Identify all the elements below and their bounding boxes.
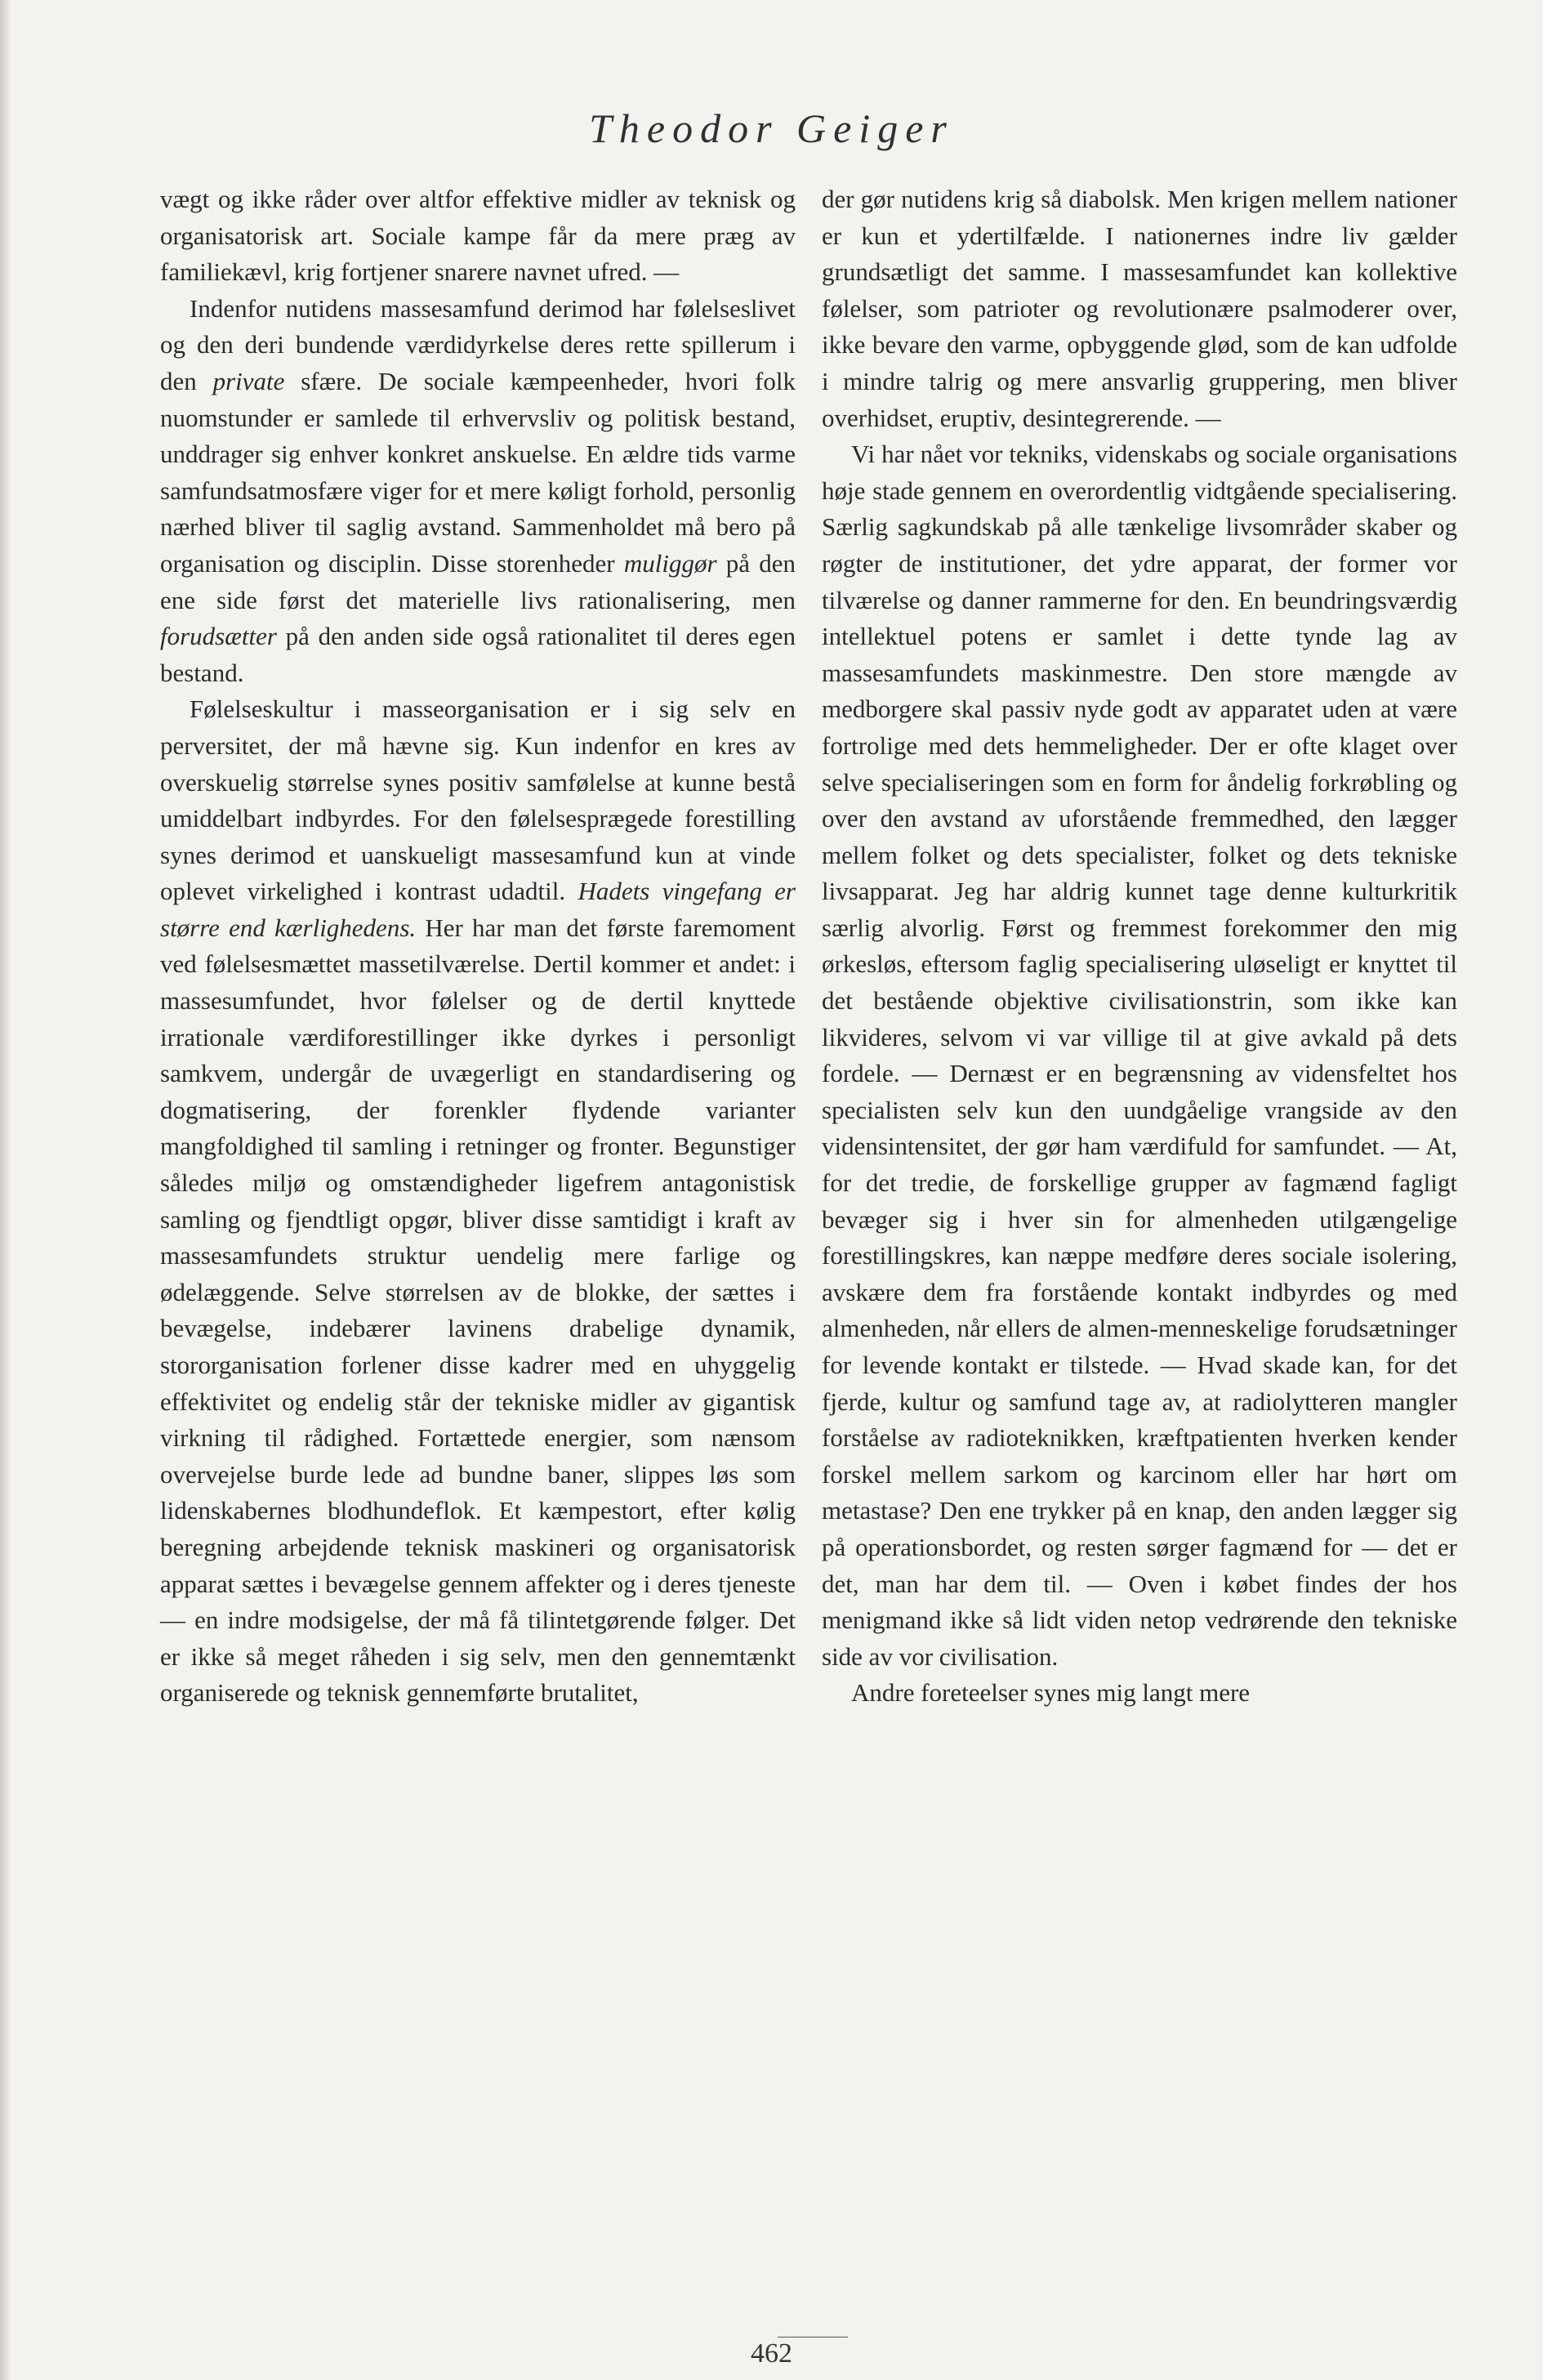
paragraph (822, 436, 1457, 1675)
folio-rule (778, 2337, 848, 2338)
body-text: vægt og ikke råder over altfor effektive midler av teknisk og organisatorisk art. Sociale kampe får da mere præg av familiekævl, krig fortjener snarere navnet ufred. — (160, 185, 796, 287)
body-text: Vi har nået vor tekniks, videnskabs og sociale organisations høje stade gennem en overordentlig vidtgående specialisering. Særlig sagkundskab på alle tænkelige livsområder skaber og røgter de institutioner, det ydre apparat, der former vor tilværelse og danner rammerne for den. En beundringsværdig intellektuel potens er samlet i dette tynde lag av massesamfundets maskinmestre. Den store mængde av medborgere skal passiv nyde godt av apparatet uden at være fortrolige med dets hemmeligheder. Der er ofte klaget over selve specialiseringen som en form for åndelig forkrøbling og over den avstand av uforstående fremmedhed, den lægger mellem folket og dets specialister, folket og dets tekniske livsapparat. Jeg har aldrig kunnet tage denne kulturkritik særlig alvorlig. Først og fremmest forekommer den mig ørkesløs, eftersom faglig specialisering uløseligt er knyttet til det bestående objektive civilisationstrin, som ikke kan likvideres, selvom vi var villige til at give avkald på dets fordele. — Dernæst er en begrænsning av vidensfeltet hos specialisten selv kun den uundgåelige vrangside av den vidensintensitet, der gør ham værdifuld for samfundet. — At, for det tredie, de forskellige grupper av fagmænd fagligt bevæger sig i hver sin for almenheden utilgængelige forestillingskres, kan næppe medføre deres sociale isolering, avskære dem fra forstående kontakt indbyrdes og med almenheden, når ellers de almen-menneskelige forudsætninger for levende kontakt er tilstede. — Hvad skade kan, for det fjerde, kultur og samfund tage av, at radiolytteren mangler forståelse av radioteknikken, kræftpatienten hverken kender forskel mellem sarkom og karcinom eller har hørt om metastase? Den ene trykker på en knap, den anden lægger sig på operationsbordet, og resten sørger fagmænd for — det er det, man har dem til. — Oven i købet findes der hos menigmand ikke så lidt viden netop vedrørende den tekniske side av vor civilisation. (822, 440, 1457, 1671)
body-text: på den ene side først det materielle livs rationalisering, men (160, 548, 796, 614)
paragraph (160, 291, 796, 692)
paragraph (160, 691, 796, 1712)
body-text: der gør nutidens krig så diabolsk. Men krigen mellem nationer er kun et ydertilfælde. I nationernes indre liv gælder grundsætligt det samme. I massesamfundet kan kollektive følelser, som patrioter og revolutionære psalmoderer over, ikke bevare den varme, opbyggende glød, som de kan udfolde i mindre talrig og mere ansvarlig gruppering, men bliver overhidset, eruptiv, desintegrerende. — (822, 185, 1457, 432)
emphasis-text: muliggør (623, 548, 717, 578)
body-text: Andre foreteelser synes mig langt mere (851, 1678, 1251, 1708)
body-text: Indenfor nutidens massesamfund derimod har følelseslivet og den deri bundende værdidyrkelse deres rette spillerum i den (160, 293, 796, 395)
body-text: Følelseskultur i masseorganisation er i sig selv en perversitet, der må hævne sig. Kun indenfor en kres av overskuelig størrelse synes positiv samfølelse at kunne bestå umiddelbart indbyrdes. For den følelsesprægede forestilling synes derimod et uanskueligt massesamfund kun at vinde oplevet virkelighed i kontrast udadtil. (160, 694, 796, 906)
left-text-column (160, 181, 796, 1712)
page-edge-shadow (0, 0, 11, 2380)
emphasis-text: forudsætter (160, 622, 277, 651)
page-number: 462 (751, 2338, 792, 2369)
paragraph (822, 1675, 1457, 1712)
body-text: Her har man det første faremoment ved følelsesmættet massetilværelse. Dertil kommer et andet: i massesumfundet, hvor følelser og de dertil knyttede irrationale værdiforestillinger ikke dyrkes i personligt samkvem, undergår de uvægerligt en standardisering og dogmatisering, der forenkler flydende varianter mangfoldighed til samling i retninger og fronter. Begunstiger således miljø og omstændigheder ligefrem antagonistisk samling og fjendtligt opgør, bliver disse samtidigt i kraft av massesamfundets struktur uendelig mere farlige og ødelæggende. Selve størrelsen av de blokke, der sættes i bevægelse, indebærer lavinens drabelige dynamik, stororganisation forlener disse kadrer med en uhyggelig effektivitet og endelig står der tekniske midler av gigantisk virkning til rådighed. Fortættede energier, som nænsom overvejelse burde lede ad bundne baner, slippes løs som lidenskabernes blodhundeflok. Et kæmpestort, efter kølig beregning arbejdende teknisk maskineri og organisatorisk apparat sættes i bevægelse gennem affekter og i deres tjeneste — en indre modsigelse, der må få tilintetgørende følger. Det er ikke så meget råheden i sig selv, men den gennemtænkt organiserede og teknisk gennemførte brutalitet, (160, 913, 796, 1708)
emphasis-text: private (212, 366, 285, 395)
body-text: på den anden side også rationalitet til deres egen bestand. (160, 622, 796, 687)
body-text: sfære. De sociale kæmpeenheder, hvori folk nuomstunder er samlede til erhvervsliv og politisk bestand, unddrager sig enhver konkret anskuelse. En ældre tids varme samfundsatmosfære viger for et mere køligt forhold, personlig nærhed bliver til saglig avstand. Sammenholdet må bero på organisation og disciplin. Disse storenheder (160, 366, 796, 578)
paragraph (822, 181, 1457, 436)
paragraph (160, 181, 796, 291)
running-head: Theodor Geiger (589, 105, 954, 151)
right-text-column (822, 181, 1457, 1712)
emphasis-text: Hadets vingefang er større end kærlighedens. (160, 877, 796, 942)
